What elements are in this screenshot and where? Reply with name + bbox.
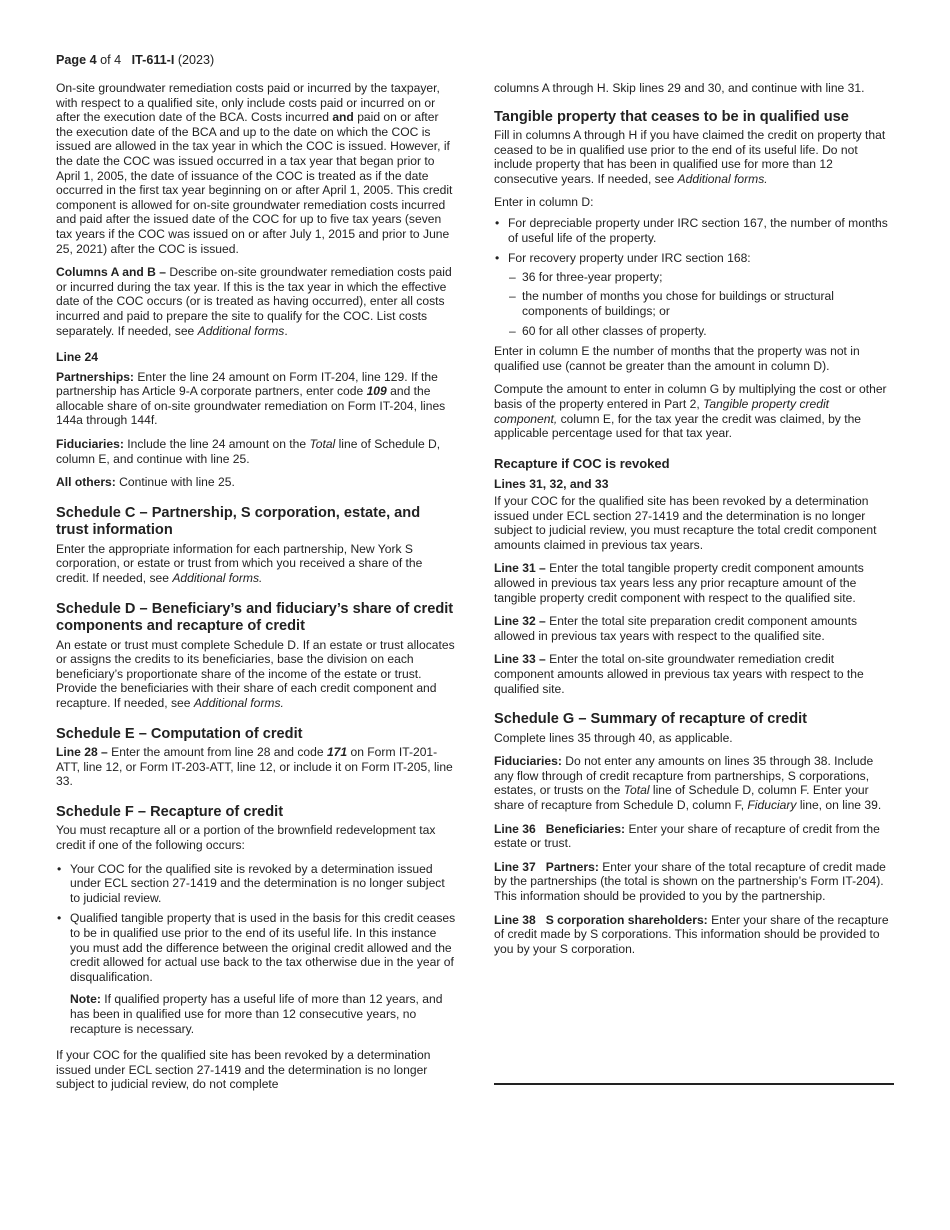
continued-paragraph: columns A through H. Skip lines 29 and 30, and continue with line 31.	[494, 81, 865, 95]
line-36-paragraph: Line 36 Beneficiaries: Enter your share of recapture of credit from the estate or trust.	[494, 821, 880, 851]
list-item: • For depreciable property under IRC section 167, the number of months of useful life of the property.	[494, 216, 894, 245]
line-31-paragraph: Line 31 – Enter the total tangible property credit component amounts allowed in previous tax years less any prior recapture amount of the tangible property credit component with respect to the qualified site.	[494, 561, 864, 605]
lines-31-32-33-heading: Lines 31, 32, and 33	[494, 477, 609, 492]
recovery-property-list	[508, 270, 894, 338]
enter-column-d: Enter in column D:	[494, 195, 594, 210]
schedule-c-paragraph: Enter the appropriate information for each partnership, New York S corporation, or estate or trust from which you received a share of the credit. If needed, see Additional forms.	[56, 541, 423, 586]
schedule-g-fiduciaries: Fiduciaries: Do not enter any amounts on lines 35 through 38. Include any flow through of credit recapture from partnerships, S corporations, estates, or trusts on the Total line of Schedule D, column F. Enter your share of recapture from Schedule D, column F, Fiduciary line, on line 39.	[494, 754, 882, 812]
schedule-c-heading: Schedule C – Partnership, S corporation, estate, and trust information	[56, 504, 421, 539]
revoked-paragraph: If your COC for the qualified site has been revoked by a determination issued under ECL section 27-1419 and the determination is no longer subject to judicial review, you must recapture the total credit component amounts claimed in previous tax years.	[494, 493, 877, 552]
section-divider	[494, 1083, 894, 1085]
schedule-e-heading: Schedule E – Computation of credit	[56, 725, 303, 742]
schedule-f-list	[56, 862, 456, 1037]
form-year: (2023)	[174, 53, 215, 67]
list-item: • Qualified tangible property that is used in the basis for this credit ceases to be in qualified use prior to the end of its useful life. In this instance you must add the difference between the original credit allowed and the credit allowed for actual use back to the tax otherwise due in the year of disqualification. Note: If qualified property has a useful life of more than 12 years, and has been in qualified use for more than 12 consecutive years, no recapture is necessary.	[56, 911, 456, 1036]
enter-column-e: Enter in column E the number of months that the property was not in qualified use (cannot be greater than the amount in column D).	[494, 344, 860, 373]
list-item: – the number of months you chose for buildings or structural components of buildings; or	[508, 289, 894, 318]
page-header	[56, 53, 214, 68]
page-number: Page 4	[56, 53, 97, 67]
schedule-d-paragraph: An estate or trust must complete Schedule D. If an estate or trust allocates or assigns the credits to its beneficiaries, base the division on each beneficiary’s proportionate share of the income of the estate or trust. Provide the beneficiaries with their share of each credit component and recapture. If needed, see Additional forms.	[56, 637, 455, 710]
groundwater-paragraph: On-site groundwater remediation costs paid or incurred by the taxpayer, with respect to a qualified site, only include costs paid or incurred on or after the execution date of the BCA. Costs incurred and paid on or after the execution date of the BCA and up to the date on which the COC is issued are allowed in the tax year in which the COC is issued. However, if the date the COC was issued occurred in a tax year that began prior to April 1, 2005, the date of issuance of the COC is treated as if the date occurred in the first tax year beginning on or after April 1, 2005. This credit component is allowed for on-site groundwater remediation costs incurred and paid after the issued date of the COC for up to five tax years (seven tax years if the COC was issued on or after July 1, 2015 and prior to June 25, 2021) after the COC is issued.	[56, 81, 453, 256]
schedule-g-paragraph: Complete lines 35 through 40, as applicable.	[494, 730, 733, 745]
column-d-list	[494, 216, 894, 338]
schedule-f-intro: You must recapture all or a portion of the brownfield redevelopment tax credit if one of the following occurs:	[56, 823, 436, 852]
partnerships-paragraph: Partnerships: Enter the line 24 amount on Form IT-204, line 129. If the partnership has Article 9-A corporate partners, enter code 109 and the allocable share of on-site groundwater remediation on Form IT-204, lines 144a through 144f.	[56, 369, 446, 428]
line-24-heading: Line 24	[56, 350, 98, 365]
list-item: – 60 for all other classes of property.	[508, 324, 894, 339]
line-38-paragraph: Line 38 S corporation shareholders: Enter your share of the recapture of credit made by S corporations. This information should be provided to you by your S corporation.	[494, 912, 889, 956]
schedule-d-heading: Schedule D – Beneficiary’s and fiduciary’s share of credit components and recapture of credit	[56, 600, 454, 635]
recapture-revoked-heading: Recapture if COC is revoked	[494, 455, 670, 471]
line-33-paragraph: Line 33 – Enter the total on-site groundwater remediation credit component amounts allowed in previous tax years with respect to the qualified site.	[494, 652, 864, 696]
schedule-e-paragraph: Line 28 – Enter the amount from line 28 and code 171 on Form IT-201-ATT, line 12, or Form IT-203-ATT, line 12, or include it on Form IT-205, line 33.	[56, 745, 453, 789]
form-number: IT-611-I	[131, 53, 175, 67]
tangible-property-paragraph: Fill in columns A through H if you have claimed the credit on property that ceased to be in qualified use prior to the end of its useful life. Do not include property that has been in qualified use for more than 12 consecutive years. If needed, see Additional forms.	[494, 128, 886, 186]
page-total: of 4	[96, 53, 122, 67]
fiduciaries-paragraph: Fiduciaries: Include the line 24 amount on the Total line of Schedule D, column E, and continue with line 25.	[56, 437, 441, 466]
list-item: • For recovery property under IRC section 168: – 36 for three-year property; – the number of months you chose for buildings or structural components of buildings; or – 60 for all other classes of property.	[494, 251, 894, 338]
all-others-paragraph: All others: Continue with line 25.	[56, 475, 235, 490]
schedule-f-heading: Schedule F – Recapture of credit	[56, 803, 284, 820]
schedule-g-heading: Schedule G – Summary of recapture of credit	[494, 711, 808, 728]
note-paragraph: Note: If qualified property has a useful life of more than 12 years, and has been in qualified use for more than 12 consecutive years, no recapture is necessary.	[70, 992, 443, 1036]
list-item: – 36 for three-year property;	[508, 270, 894, 285]
right-column	[494, 81, 894, 965]
schedule-f-revoked-paragraph: If your COC for the qualified site has been revoked by a determination issued under ECL section 27-1419 and the determination is no longer subject to judicial review, do not complete	[56, 1048, 431, 1092]
line-37-paragraph: Line 37 Partners: Enter your share of the total recapture of credit made by the partnerships (the total is shown on the partnership’s Form IT-204). This information should be provided to you by the partnership.	[494, 859, 886, 903]
line-32-paragraph: Line 32 – Enter the total site preparation credit component amounts allowed in previous tax years with respect to the qualified site.	[494, 614, 858, 643]
left-column	[56, 81, 456, 1101]
list-item: • Your COC for the qualified site is revoked by a determination issued under ECL section 27-1419 and the determination is no longer subject to judicial review.	[56, 862, 456, 906]
tangible-property-heading: Tangible property that ceases to be in qualified use	[494, 108, 849, 125]
columns-a-b-paragraph: Columns A and B – Describe on-site groundwater remediation costs paid or incurred during the tax year. If this is the tax year in which the effective date of the COC occurs (or is treated as having occurred), enter all costs incurred and paid to prepare the site to qualify for the COC. List costs separately. If needed, see Additional forms.	[56, 265, 452, 338]
compute-column-g: Compute the amount to enter in column G by multiplying the cost or other basis of the property entered in Part 2, Tangible property credit component, column E, for the tax year the credit was claimed, by the applicable percentage used for that tax year.	[494, 382, 887, 441]
